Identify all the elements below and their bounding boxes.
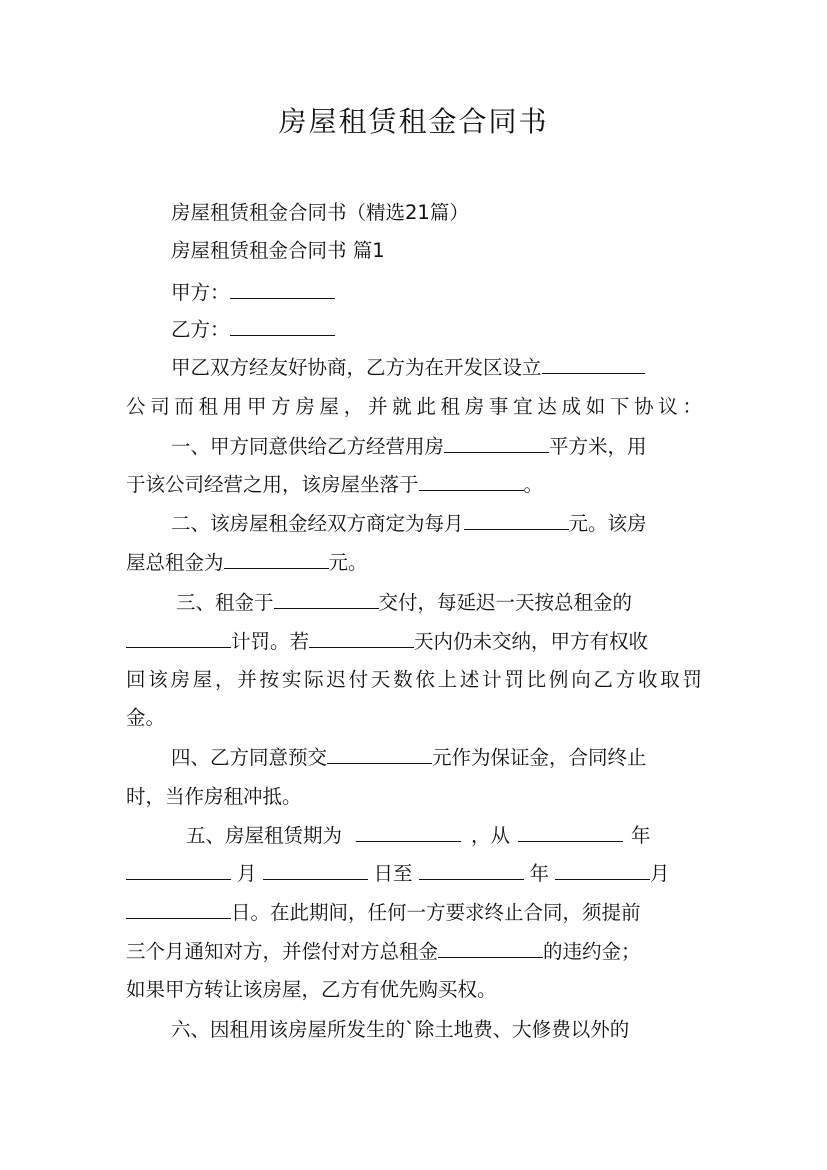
- clause-5-line: 五、房屋租赁期为 ，从 年: [186, 824, 651, 847]
- blank-field: [419, 861, 524, 880]
- clause-1-line: 于该公司经营之用，该房屋坐落于 。: [126, 473, 544, 496]
- blank-field: [274, 590, 379, 609]
- blank-field: [126, 629, 231, 648]
- clause-5-line: 如果甲方转让该房屋，乙方有优先购买权。: [126, 978, 497, 1001]
- blank-field: [126, 861, 231, 880]
- blank-field: [444, 434, 549, 453]
- paragraph-line: 甲乙双方经友好协商，乙方为在开发区设立: [171, 355, 702, 381]
- clause-6-line: 六、因租用该房屋所发生的`除土地费、大修费以外的: [171, 1018, 630, 1041]
- clause-4-line: 四、乙方同意预交 元作为保证金，合同终止: [171, 746, 647, 769]
- party-b-line: 乙方：: [171, 317, 747, 343]
- clause-2-line: 二、该房屋租金经双方商定为每月 元。该房: [171, 512, 647, 535]
- blank-field: [309, 629, 414, 648]
- blank-field: [263, 861, 368, 880]
- blank-field: [356, 823, 461, 842]
- clause-5-line: 月 日至 年 月: [126, 861, 702, 887]
- clause-3-line: 金。: [126, 706, 166, 729]
- document-title: 房屋租赁租金合同书: [278, 105, 549, 138]
- blank-field: [464, 511, 569, 530]
- blank-field: [542, 355, 645, 374]
- clause-2-line: 屋总租金为 元。: [126, 551, 368, 574]
- blank-field: [327, 745, 432, 764]
- clause-3-line: 三、租金于 交付，每延迟一天按总租金的: [176, 591, 633, 614]
- clause-1-line: 一、甲方同意供给乙方经营用房 平方米，用: [171, 435, 647, 458]
- blank-field: [419, 472, 524, 491]
- blank-field: [555, 861, 650, 880]
- blank-field: [230, 317, 335, 336]
- blank-field: [438, 939, 543, 958]
- blank-field: [224, 550, 329, 569]
- clause-3-line: 计罚。若 天内仍未交纳，甲方有权收: [126, 629, 702, 655]
- blank-field: [126, 900, 231, 919]
- paragraph-line: 公司而租用甲方房屋，并就此租房事宜达成如下协议：: [126, 395, 702, 418]
- clause-5-line: 三个月通知对方，并偿付对方总租金 的违约金；: [126, 940, 641, 963]
- clause-5-line: 日。在此期间，任何一方要求终止合同，须提前: [126, 900, 702, 926]
- clause-4-line: 时，当作房租冲抵。: [126, 785, 302, 808]
- clause-3-line: 回该房屋，并按实际迟付天数依上述计罚比例向乙方收取罚: [126, 668, 702, 691]
- blank-field: [518, 823, 623, 842]
- section-heading: 房屋租赁租金合同书 篇1: [171, 239, 385, 262]
- subtitle-line: 房屋租赁租金合同书（精选21篇）: [171, 201, 469, 224]
- party-a-line: 甲方：: [171, 280, 747, 306]
- blank-field: [230, 280, 335, 299]
